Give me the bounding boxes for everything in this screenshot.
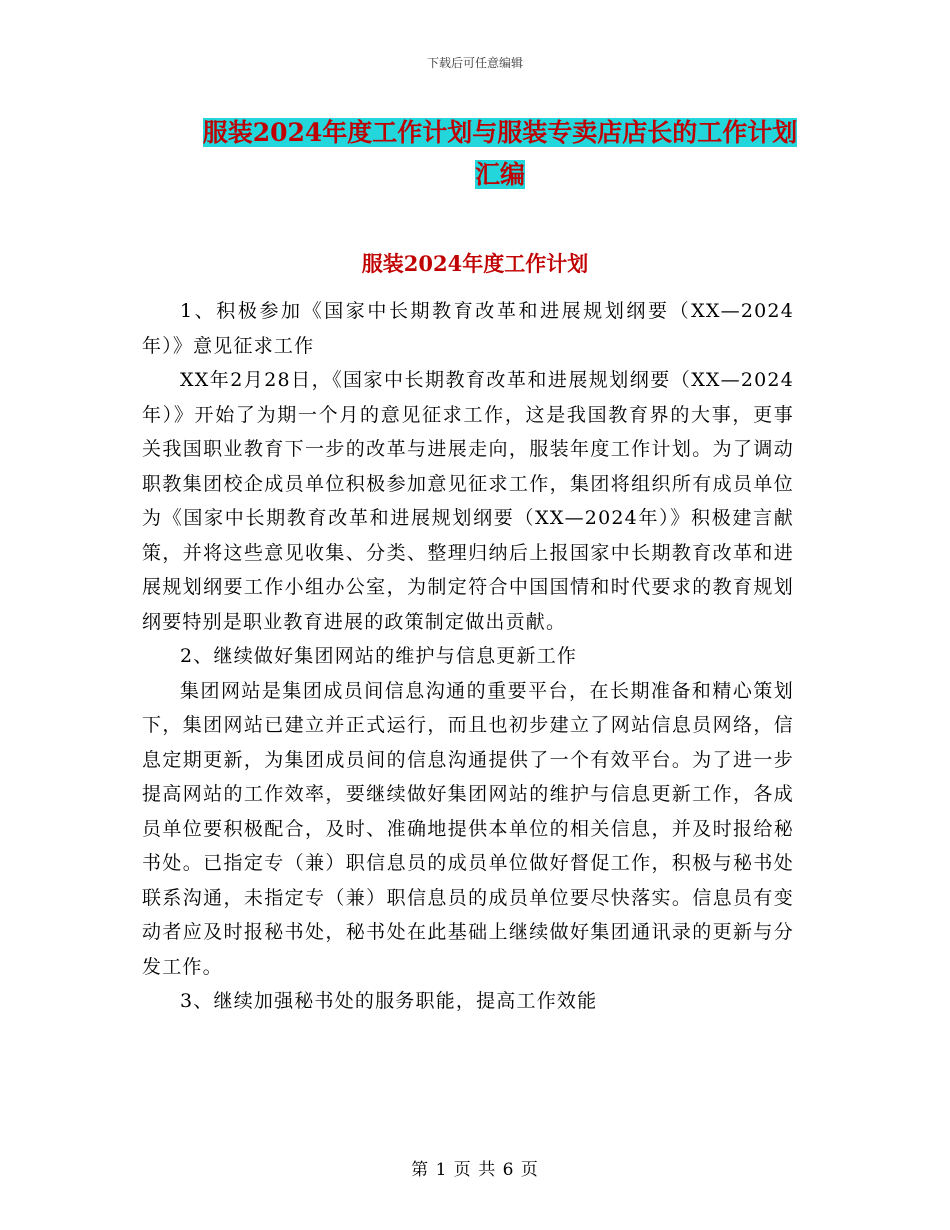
document-title-line2: 汇编: [474, 160, 525, 189]
paragraph-item-3-heading: 3、继续加强秘书处的服务职能，提高工作效能: [180, 990, 598, 1012]
paragraph-item-2-heading: 2、继续做好集团网站的维护与信息更新工作: [180, 645, 578, 667]
paragraph-item-1-body: XX年2月28日，《国家中长期教育改革和进展规划纲要（XX—2024年）》开始了为期一个月的意见征求工作，这是我国教育界的大事，更事关我国职业教育下一步的改革与进展走向，服装年度工作计划。为了调动职教集团校企成员单位积极参加意见征求工作，集团将组织所有成员单位为《国家中长期教育改革和进展规划纲要（XX—2024年）》积极建言献策，并将这些意见收集、分类、整理归纳后上报国家中长期教育改革和进展规划纲要工作小组办公室，为制定符合中国国情和时代要求的教育规划纲要特别是职业教育进展的政策制定做出贡献。: [142, 369, 794, 633]
paragraph-item-1-heading: 1、积极参加《国家中长期教育改革和进展规划纲要（XX—2024年）》意见征求工作: [142, 300, 794, 357]
page-number: 第 1 页 共 6 页: [411, 1160, 539, 1180]
section-title: 服装2024年度工作计划: [361, 251, 589, 276]
document-body: [142, 294, 794, 1019]
download-note: 下载后可任意编辑: [426, 56, 523, 70]
document-title-line1: 服装2024年度工作计划与服装专卖店店长的工作计划: [202, 118, 798, 147]
document-title: [140, 112, 860, 196]
paragraph-item-2-body: 集团网站是集团成员间信息沟通的重要平台，在长期准备和精心策划下，集团网站已建立并正式运行，而且也初步建立了网站信息员网络，信息定期更新，为集团成员间的信息沟通提供了一个有效平台。为了进一步提高网站的工作效率，要继续做好集团网站的维护与信息更新工作，各成员单位要积极配合，及时、准确地提供本单位的相关信息，并及时报给秘书处。已指定专（兼）职信息员的成员单位做好督促工作，积极与秘书处联系沟通，未指定专（兼）职信息员的成员单位要尽快落实。信息员有变动者应及时报秘书处，秘书处在此基础上继续做好集团通讯录的更新与分发工作。: [142, 679, 794, 978]
